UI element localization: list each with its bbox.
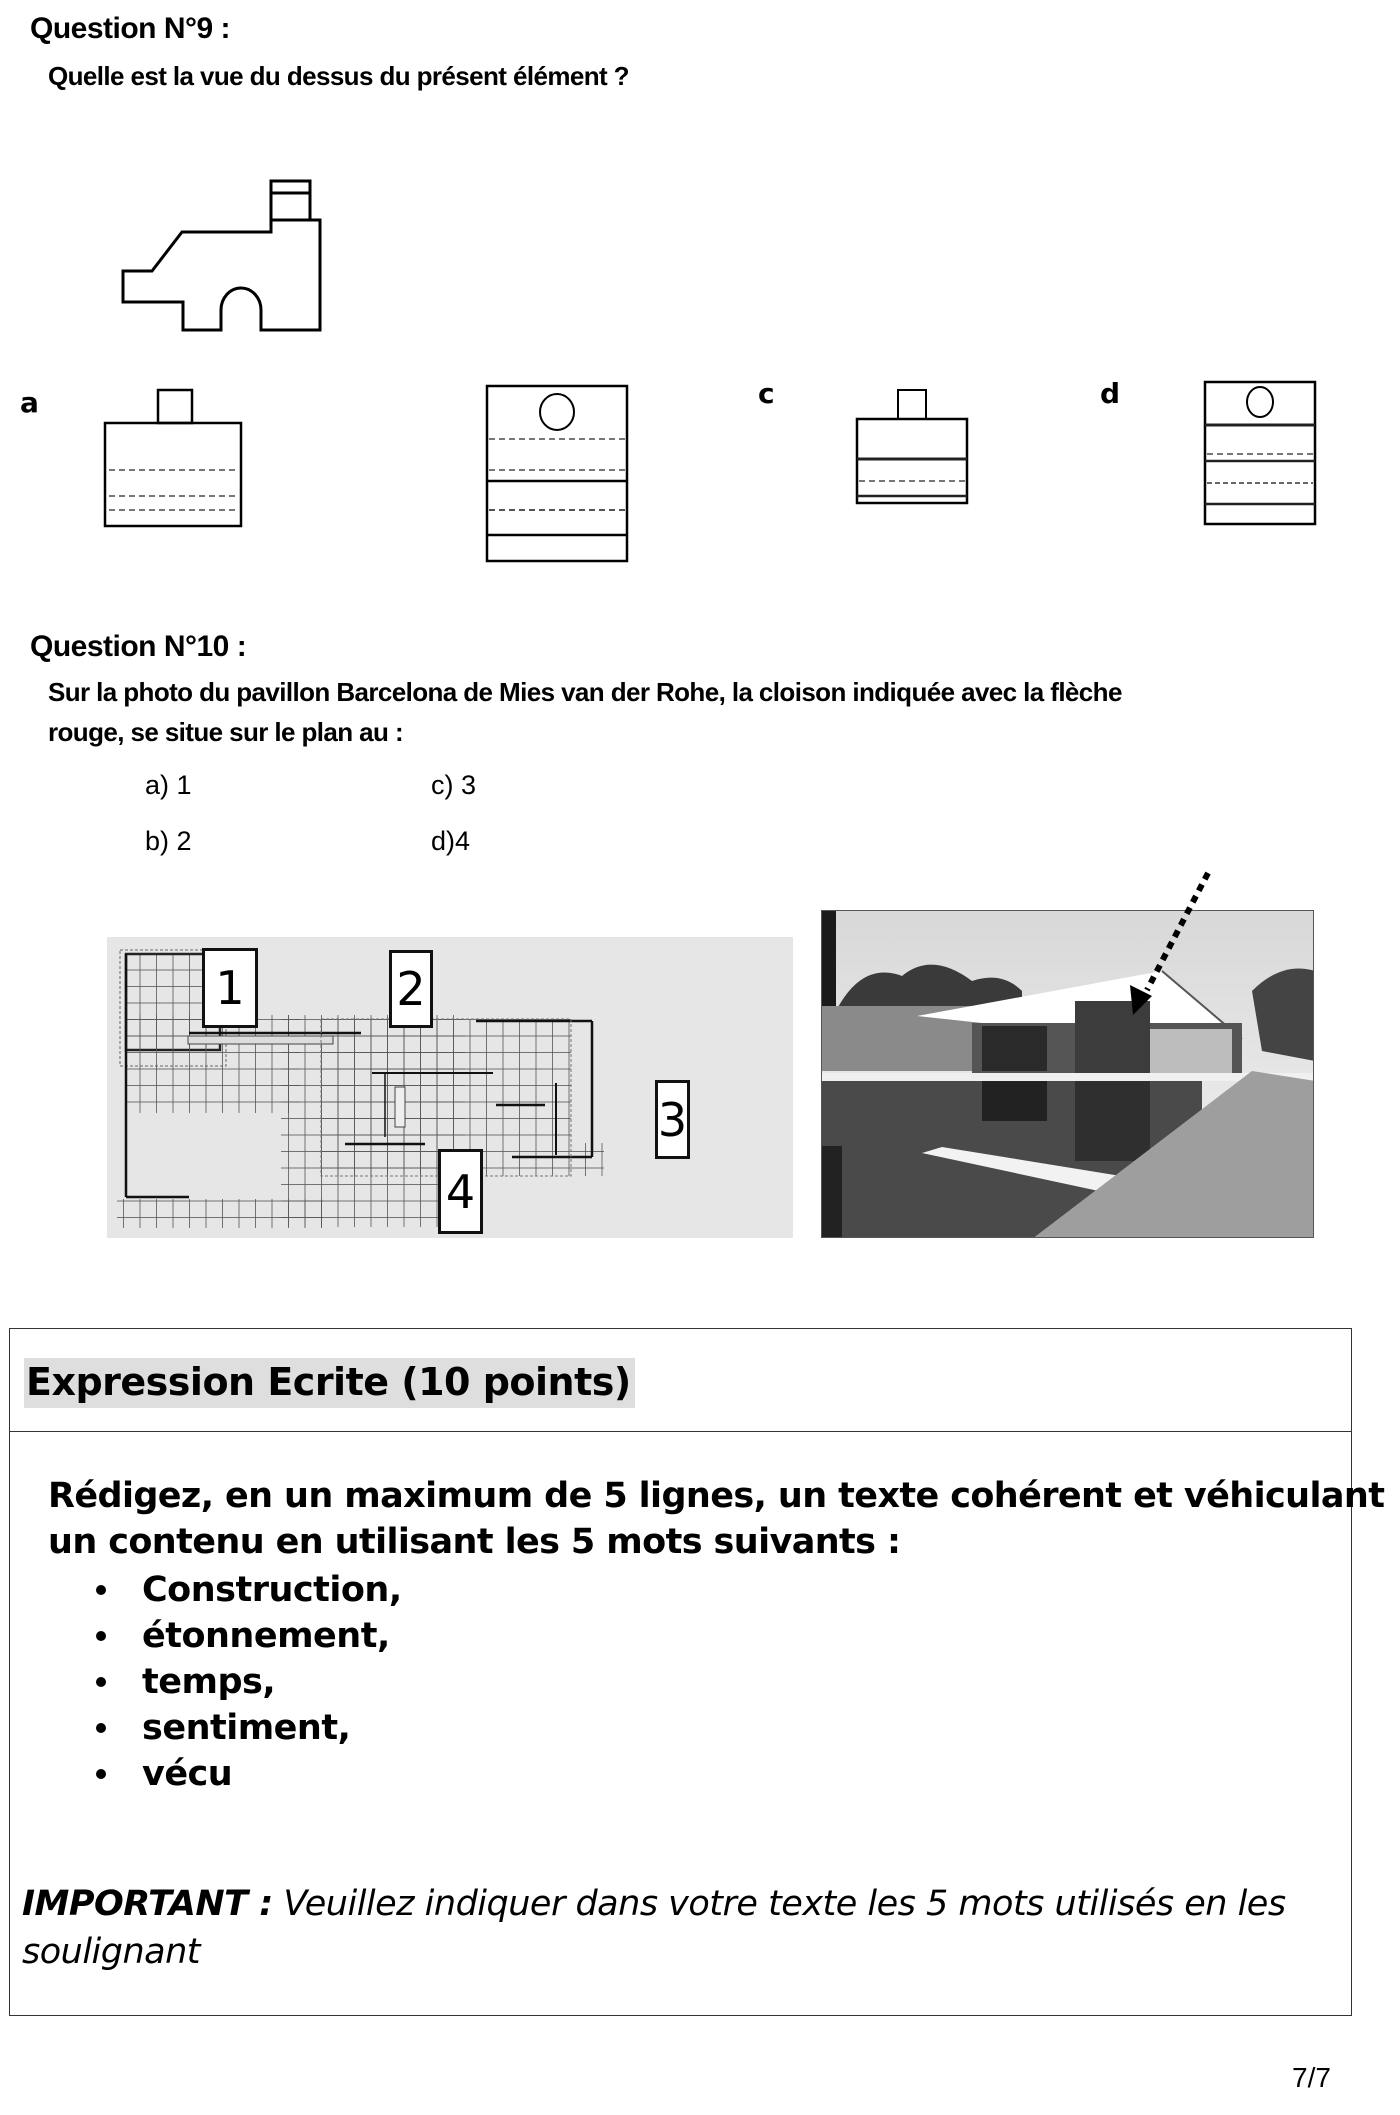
choice-c[interactable]: c) 3 bbox=[431, 770, 477, 800]
page-number: 7/7 bbox=[1292, 2062, 1331, 2093]
instruction-line2: un contenu en utilisant les 5 mots suivants : bbox=[48, 1522, 901, 1562]
word-list-item bbox=[96, 1708, 350, 1748]
bullet-icon bbox=[96, 1631, 106, 1641]
question-10-prompt-line2: rouge, se situe sur le plan au : bbox=[48, 717, 404, 747]
choice-a[interactable]: a) 1 bbox=[145, 770, 192, 800]
option-d-label[interactable]: d bbox=[1100, 377, 1121, 410]
word-label: vécu bbox=[142, 1754, 233, 1794]
option-c-label[interactable]: c bbox=[758, 377, 775, 410]
plan-label-1: 1 bbox=[202, 948, 258, 1028]
word-list-item bbox=[96, 1754, 232, 1794]
option-a-label[interactable]: a bbox=[20, 386, 39, 419]
word-list-item bbox=[96, 1616, 390, 1656]
bullet-icon bbox=[96, 1677, 106, 1687]
important-label: IMPORTANT : bbox=[22, 1884, 273, 1924]
choice-b[interactable]: b) 2 bbox=[145, 826, 192, 856]
expression-ecrite-title: Expression Ecrite (10 points) bbox=[24, 1358, 635, 1408]
important-note-line2: soulignant bbox=[22, 1932, 201, 1972]
plan-label-2: 2 bbox=[389, 950, 433, 1028]
word-list-item bbox=[96, 1662, 275, 1702]
question-10-heading: Question N°10 : bbox=[30, 630, 247, 663]
plan-label-4: 4 bbox=[438, 1149, 483, 1234]
word-list-item bbox=[96, 1570, 402, 1610]
word-label: sentiment, bbox=[142, 1708, 351, 1748]
question-10-prompt-line1: Sur la photo du pavillon Barcelona de Mies van der Rohe, la cloison indiquée avec la flèche bbox=[48, 677, 1122, 707]
word-label: Construction, bbox=[142, 1570, 402, 1610]
expression-ecrite-divider bbox=[9, 1431, 1352, 1432]
plan-label-3: 3 bbox=[655, 1080, 690, 1159]
choice-d[interactable]: d)4 bbox=[431, 826, 471, 856]
bullet-icon bbox=[96, 1585, 106, 1595]
word-label: étonnement, bbox=[142, 1616, 390, 1656]
important-text: Veuillez indiquer dans votre texte les 5 mots utilisés en les bbox=[272, 1884, 1286, 1924]
question-9-heading: Question N°9 : bbox=[30, 12, 231, 45]
word-label: temps, bbox=[142, 1662, 276, 1702]
bullet-icon bbox=[96, 1723, 106, 1733]
bullet-icon bbox=[96, 1769, 106, 1779]
important-note-line1 bbox=[22, 1884, 1340, 1924]
instruction-line1: Rédigez, en un maximum de 5 lignes, un texte cohérent et véhiculant bbox=[48, 1476, 1385, 1516]
question-9-prompt: Quelle est la vue du dessus du présent élément ? bbox=[48, 61, 629, 91]
